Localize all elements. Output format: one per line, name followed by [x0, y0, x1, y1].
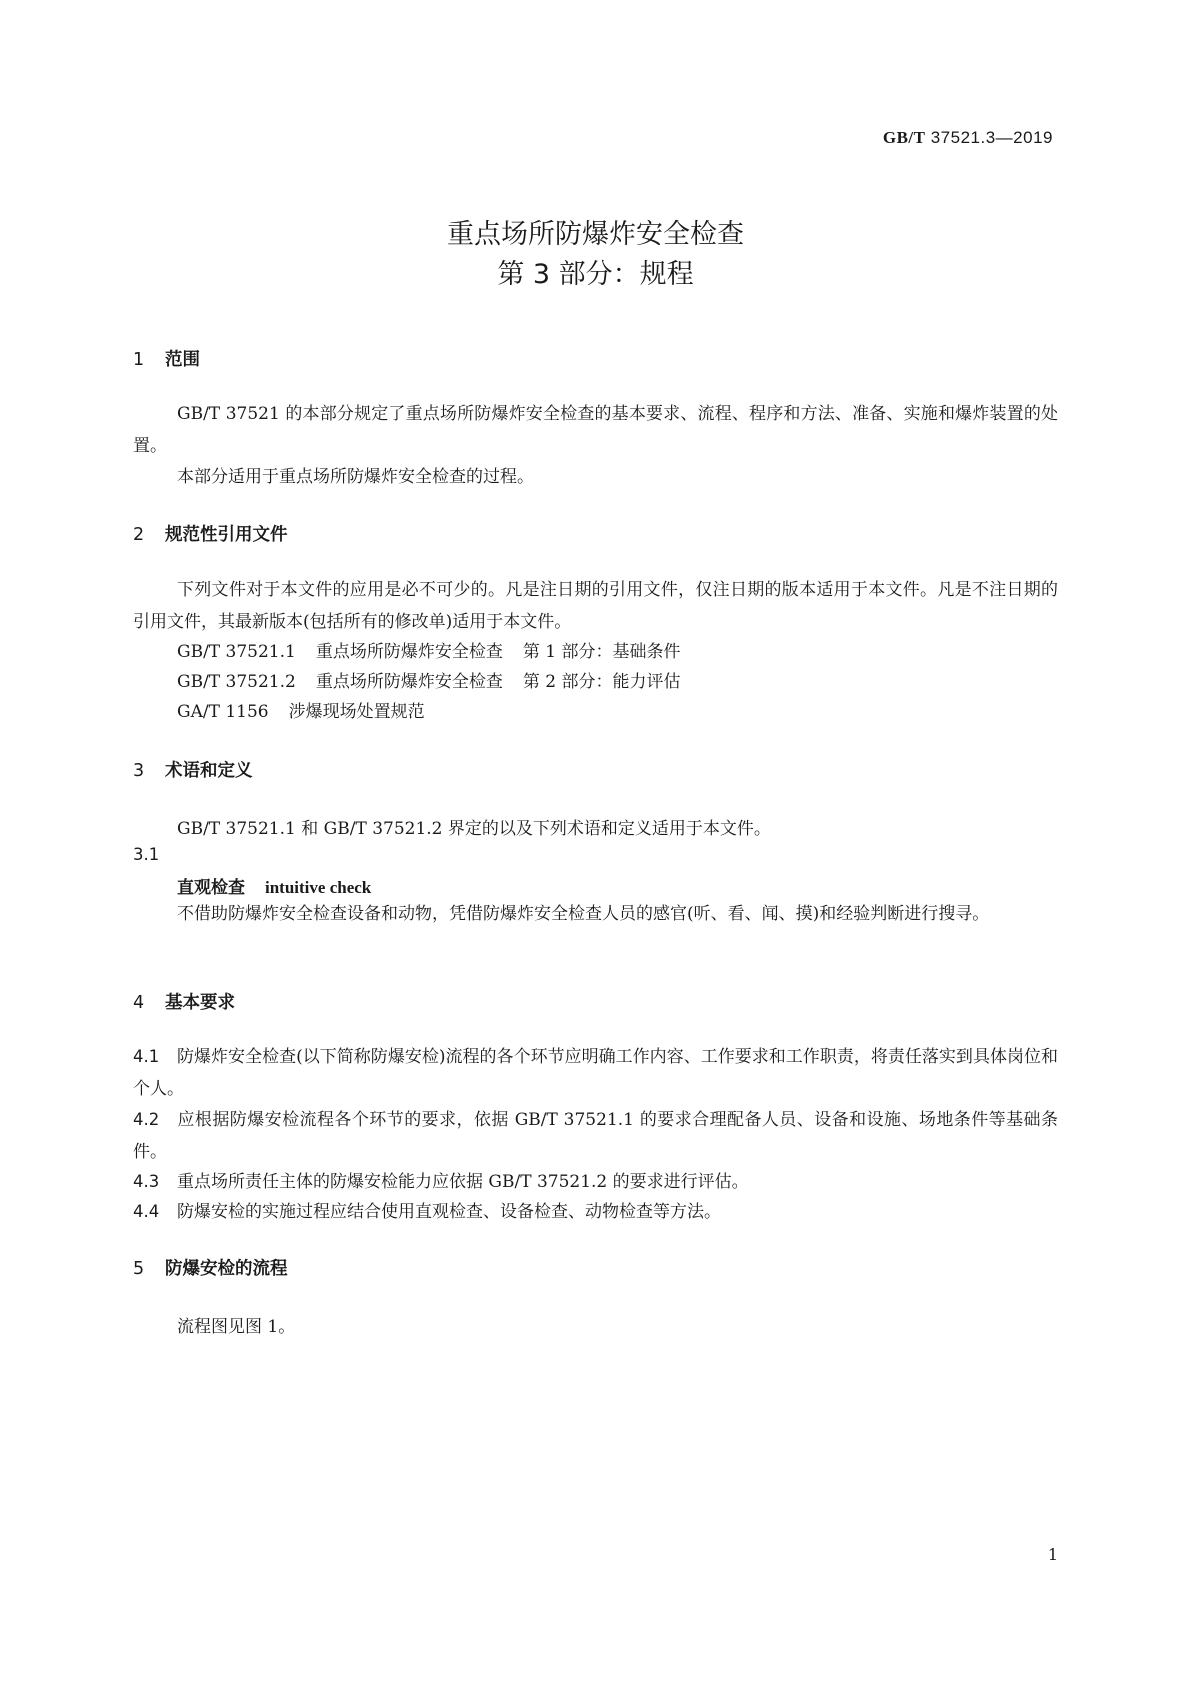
- section-3-heading: 3 术语和定义: [133, 761, 253, 781]
- section-5-heading: 5 防爆安检的流程: [133, 1259, 288, 1279]
- reference-item: GB/T 37521.2 重点场所防爆炸安全检查 第 2 部分：能力评估: [177, 672, 681, 692]
- reference-item: GA/T 1156 涉爆现场处置规范: [177, 702, 425, 722]
- section-4-heading: 4 基本要求: [133, 993, 235, 1013]
- reference-item: GB/T 37521.1 重点场所防爆炸安全检查 第 1 部分：基础条件: [177, 642, 681, 662]
- clause-4-3: 4.3 重点场所责任主体的防爆安检能力应依据 GB/T 37521.2 的要求进行评估。: [133, 1172, 749, 1192]
- section-3-paragraph-1: GB/T 37521.1 和 GB/T 37521.2 界定的以及下列术语和定义适用于本文件。: [177, 819, 771, 839]
- document-subtitle: 第 3 部分：规程: [497, 259, 694, 290]
- term-definition: 不借助防爆炸安全检查设备和动物，凭借防爆炸安全检查人员的感官(听、看、闻、摸)和经验判断进行搜寻。: [177, 904, 990, 924]
- clause-4-2: 4.2 应根据防爆安检流程各个环节的要求，依据 GB/T 37521.1 的要求合理配备人员、设备和设施、场地条件等基础条件。: [133, 1110, 1058, 1162]
- term-heading: 直观检查 intuitive check: [177, 878, 372, 898]
- section-5-paragraph-1: 流程图见图 1。: [177, 1317, 296, 1337]
- section-1-heading: 1 范围: [133, 350, 200, 370]
- clause-4-4: 4.4 防爆安检的实施过程应结合使用直观检查、设备检查、动物检查等方法。: [133, 1202, 721, 1222]
- document-title: 重点场所防爆炸安全检查: [447, 219, 744, 250]
- page-number: 1: [1047, 1545, 1058, 1564]
- section-2-heading: 2 规范性引用文件: [133, 525, 288, 545]
- section-1-paragraph-1: GB/T 37521 的本部分规定了重点场所防爆炸安全检查的基本要求、流程、程序和方法、准备、实施和爆炸装置的处置。: [133, 404, 1058, 456]
- section-2-paragraph-1: 下列文件对于本文件的应用是必不可少的。凡是注日期的引用文件，仅注日期的版本适用于本文件。凡是不注日期的引用文件，其最新版本(包括所有的修改单)适用于本文件。: [133, 580, 1058, 632]
- standard-number: GB/T 37521.3—2019: [882, 128, 1053, 147]
- clause-4-1: 4.1 防爆炸安全检查(以下简称防爆安检)流程的各个环节应明确工作内容、工作要求和工作职责，将责任落实到具体岗位和个人。: [133, 1047, 1058, 1099]
- term-number: 3.1: [133, 845, 160, 864]
- section-1-paragraph-2: 本部分适用于重点场所防爆炸安全检查的过程。: [177, 467, 534, 487]
